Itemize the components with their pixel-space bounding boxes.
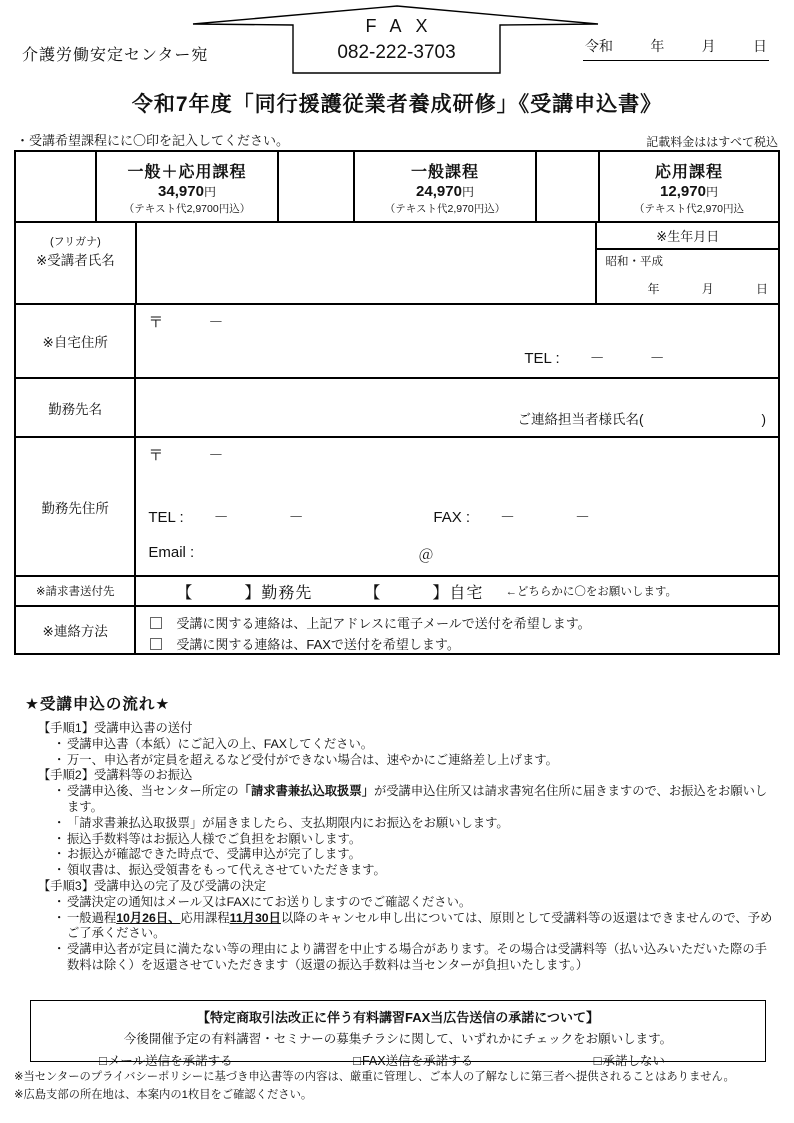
date-year: 年	[650, 38, 665, 54]
flow-step	[25, 768, 773, 784]
fax-arrow-shape	[185, 4, 600, 76]
footnotes	[14, 1068, 784, 1104]
invoice-option-home[interactable]: 【 】自宅	[364, 584, 484, 602]
course-note: （テキスト代2,9700円込）	[123, 203, 251, 215]
flow-text: 振込手数料等はお振込人様でご負担をお願いします。	[67, 831, 362, 846]
consent-option-label: 承諾しない	[602, 1054, 665, 1068]
course-general-plus-advanced	[95, 152, 277, 221]
work-fax-field[interactable]: FAX : － －	[433, 509, 591, 526]
footnote-privacy: ※当センターのプライバシーポリシーに基づき申込書等の内容は、厳重に管理し、ご本人の了解なしに第三者へ提供されることはありません。	[14, 1071, 735, 1083]
flow-bullet	[25, 784, 773, 816]
course-name: 応用課程	[654, 164, 723, 181]
flow-text: 【手順2】受講料等のお振込	[38, 768, 193, 783]
workplace-row	[16, 377, 778, 436]
course-name: 一般＋応用課程	[127, 164, 247, 181]
at-mark: ＠	[418, 547, 434, 564]
flow-bullet	[25, 895, 773, 911]
invoice-label: ※請求書送付先	[35, 586, 115, 598]
workplace-address-input-area[interactable]	[134, 438, 778, 575]
workplace-address-label: 勤務先住所	[41, 500, 109, 516]
flow-text: お振込が確認できた時点で、受講申込が完了します。	[67, 847, 361, 862]
bullet-icon: ・	[53, 784, 66, 799]
bullet-icon: ・	[53, 831, 66, 846]
up-arrow-icon	[185, 4, 600, 76]
tax-note: 記載料金ははすべて税込	[646, 135, 778, 149]
course-price: 24,970円	[416, 183, 474, 200]
postal-code-field[interactable]: 〒 －	[148, 314, 224, 331]
consent-box	[30, 1000, 766, 1068]
birth-day-label: 日	[755, 282, 768, 296]
bullet-icon: ・	[53, 863, 66, 878]
birth-input-area[interactable]	[597, 250, 778, 303]
flow-bullet	[25, 737, 773, 753]
flow-text: 【手順1】受講申込書の送付	[38, 721, 193, 735]
birth-label: ※生年月日	[597, 223, 778, 250]
course-general	[353, 152, 535, 221]
contact-method-row	[16, 605, 778, 653]
flow-bullet	[25, 832, 773, 848]
fax-label: FAX	[365, 16, 442, 36]
flow-text: 領収書は、振込受領書をもって代えさせていただきます。	[67, 863, 386, 878]
date-era: 令和	[585, 38, 613, 54]
consent-option-fax[interactable]	[353, 1051, 473, 1069]
application-form-table	[14, 150, 780, 655]
contact-person-close: )	[761, 412, 766, 427]
home-tel-field[interactable]: TEL : － －	[524, 350, 665, 367]
workplace-label: 勤務先名	[48, 401, 103, 417]
date-day: 日	[752, 38, 767, 54]
flow-list	[25, 721, 773, 974]
course-mark-cell-advanced[interactable]	[535, 152, 598, 221]
date-line[interactable]	[583, 36, 769, 61]
fax-contact-checkbox[interactable]	[150, 638, 162, 650]
footnote-hiroshima: ※広島支部の所在地は、本案内の1枚目をご確認ください。	[14, 1089, 313, 1101]
addressee-label: 介護労働安定センター宛	[22, 47, 209, 64]
contact-person-field[interactable]	[518, 408, 767, 428]
workplace-address-row	[16, 436, 778, 575]
postal-code-field[interactable]: 〒 －	[148, 447, 224, 464]
bullet-icon: ・	[53, 894, 66, 909]
bullet-icon: ・	[53, 847, 66, 862]
fax-contact-option-label: 受講に関する連絡は、FAXで送付を希望します。	[176, 637, 460, 652]
date-month: 月	[701, 38, 716, 54]
contact-method-options	[134, 607, 778, 653]
course-advanced	[598, 152, 778, 221]
home-address-input-area[interactable]	[134, 305, 778, 377]
bullet-icon: ・	[53, 736, 66, 751]
flow-bullet	[25, 847, 773, 863]
consent-title: 【特定商取引法改正に伴う有料講習FAX当広告送信の承諾について】	[196, 1010, 600, 1025]
flow-step	[25, 879, 773, 895]
bullet-icon: ・	[53, 942, 66, 957]
invoice-note: ←どちらかに〇をお願いします。	[505, 586, 677, 598]
email-field[interactable]: Email :	[148, 544, 195, 561]
flow-bullet	[25, 942, 773, 974]
flow-text: 一般過程10月26日、応用課程11月30日以降のキャンセル申し出については、原則として受講料等の返還はできませんので、予めご了承ください。	[67, 910, 773, 941]
consent-option-email[interactable]	[99, 1051, 233, 1069]
flow-text: 万一、申込者が定員を超えるなど受付ができない場合は、速やかにご連絡差し上げます。	[67, 752, 558, 767]
course-note: （テキスト代2,970円込	[633, 203, 745, 215]
flow-text: 受講申込後、当センター所定の「請求書兼払込取扱票」が受講申込住所又は請求書宛名住所に届きますので、お振込をお願いします。	[67, 784, 768, 814]
name-label: ※受講者氏名	[35, 253, 115, 268]
course-price: 12,970円	[660, 183, 718, 200]
consent-option-label: メール送信を承諾する	[107, 1054, 233, 1068]
bullet-icon: ・	[53, 752, 66, 767]
name-row	[16, 221, 778, 303]
consent-option-decline[interactable]	[594, 1051, 665, 1069]
home-address-row	[16, 303, 778, 377]
consent-option-label: FAX送信を承諾する	[361, 1054, 474, 1068]
contact-person-label: ご連絡担当者様氏名(	[517, 412, 644, 427]
birth-era-options[interactable]: 昭和・平成	[605, 256, 663, 268]
birth-year-label: 年	[647, 282, 660, 296]
page-title: 令和7年度「同行援護従業者養成研修」《受講申込書》	[131, 93, 663, 116]
name-input-area[interactable]	[135, 223, 596, 303]
course-mark-cell-general[interactable]	[277, 152, 353, 221]
flow-text: 受講申込書（本紙）にご記入の上、FAXしてください。	[67, 736, 374, 751]
work-tel-field[interactable]: TEL : － －	[148, 509, 304, 526]
email-contact-checkbox[interactable]	[150, 617, 162, 629]
course-price: 34,970円	[158, 183, 216, 200]
home-address-label: ※自宅住所	[42, 335, 108, 350]
flow-bullet	[25, 911, 773, 943]
flow-text: 受講決定の通知はメール又はFAXにてお送りしますのでご確認ください。	[67, 894, 472, 909]
birth-month-label: 月	[701, 282, 714, 296]
flow-step	[25, 721, 773, 737]
checkbox-icon[interactable]: □	[353, 1052, 361, 1068]
consent-subtitle: 今後開催予定の有料講習・セミナーの募集チラシに関して、いずれかにチェックをお願いします。	[123, 1032, 673, 1046]
name-label-cell	[16, 223, 135, 303]
workplace-input-area[interactable]	[134, 379, 778, 436]
flow-text: 受講申込者が定員に満たない等の理由により講習を中止する場合があります。その場合は受講料等（払い込みいただいた際の手数料は除く）を返還させていただきます（返還の振込手数料は当センターが負担いたします。）	[67, 942, 767, 972]
email-contact-option-label: 受講に関する連絡は、上記アドレスに電子メールで送付を希望します。	[176, 616, 591, 631]
contact-method-label: ※連絡方法	[42, 624, 108, 639]
flow-bullet	[25, 816, 773, 832]
invoice-option-workplace[interactable]: 【 】勤務先	[176, 584, 313, 602]
course-name: 一般課程	[410, 164, 479, 181]
invoice-options	[134, 577, 778, 605]
circle-instruction: ・受講希望課程にに〇印を記入してください。	[16, 133, 290, 148]
flow-text: 【手順3】受講申込の完了及び受講の決定	[38, 878, 267, 893]
flow-section-title: ★受講申込の流れ★	[25, 696, 171, 713]
birth-cell	[595, 223, 778, 303]
flow-bullet	[25, 753, 773, 769]
checkbox-icon[interactable]: □	[99, 1052, 107, 1068]
course-note: （テキスト代2,970円込）	[384, 203, 506, 215]
course-row	[16, 152, 778, 221]
checkbox-icon[interactable]: □	[593, 1052, 602, 1068]
fax-number: 082-222-3703	[337, 42, 456, 63]
furigana-label: (フリガナ)	[49, 236, 101, 248]
consent-options	[31, 1051, 765, 1069]
flow-text: 「請求書兼払込取扱票」が届きましたら、支払期限内にお振込をお願いします。	[67, 815, 509, 830]
flow-bullet	[25, 863, 773, 879]
course-mark-cell-general-plus-advanced[interactable]	[16, 152, 95, 221]
bullet-icon: ・	[53, 815, 66, 830]
bullet-icon: ・	[53, 910, 66, 925]
invoice-row	[16, 575, 778, 605]
